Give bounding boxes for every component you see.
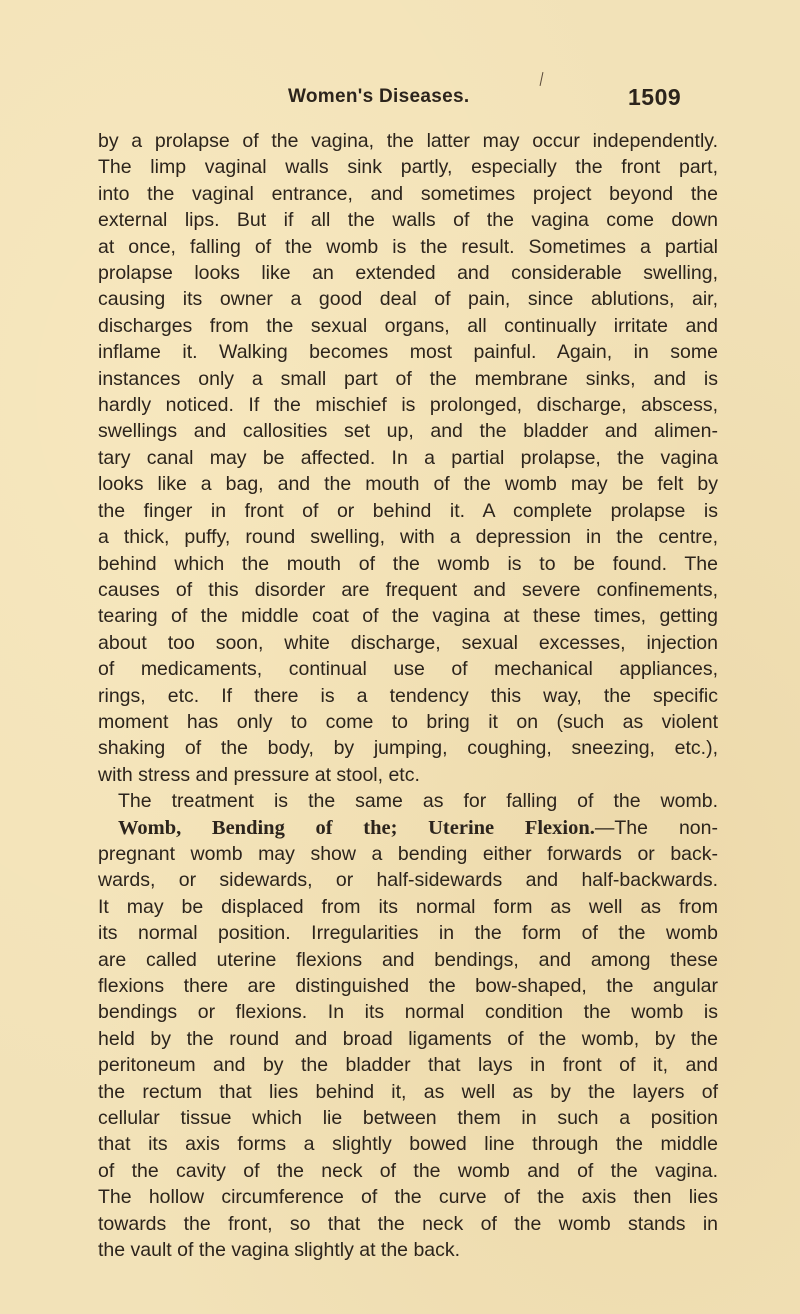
text-line: a thick, puffy, round swelling, with a depression in the centre, bbox=[98, 526, 718, 549]
text-line: rings, etc. If there is a tendency this way, the specific bbox=[98, 684, 718, 707]
body-text bbox=[98, 128, 718, 1263]
text-line: the rectum that lies behind it, as well as by the layers of bbox=[98, 1080, 718, 1103]
text-line: with stress and pressure at stool, etc. bbox=[98, 763, 420, 786]
running-head bbox=[0, 82, 800, 116]
text-line: the finger in front of or behind it. A complete prolapse is bbox=[98, 499, 718, 522]
text-line: tary canal may be affected. In a partial prolapse, the vagina bbox=[98, 446, 718, 469]
text-line: The treatment is the same as for falling of the womb. bbox=[118, 790, 718, 813]
text-line: looks like a bag, and the mouth of the womb may be felt by bbox=[98, 473, 718, 496]
text-line: are called uterine flexions and bendings, and among these bbox=[98, 948, 718, 971]
text-line: peritoneum and by the bladder that lays in front of it, and bbox=[98, 1054, 718, 1077]
text-line: towards the front, so that the neck of the womb stands in bbox=[98, 1212, 718, 1235]
text-line: moment has only to come to bring it on (such as violent bbox=[98, 710, 718, 733]
text-line: that its axis forms a slightly bowed line through the middle bbox=[98, 1133, 718, 1156]
text-line: wards, or sidewards, or half-sidewards and half-backwards. bbox=[98, 869, 718, 892]
text-line: bendings or flexions. In its normal condition the womb is bbox=[98, 1001, 718, 1024]
text-line: discharges from the sexual organs, all continually irritate and bbox=[98, 314, 718, 337]
text-line: instances only a small part of the membrane sinks, and is bbox=[98, 367, 718, 390]
text-line: shaking of the body, by jumping, coughing, sneezing, etc.), bbox=[98, 737, 718, 760]
text-line: about too soon, white discharge, sexual excesses, injection bbox=[98, 631, 718, 654]
text-line: tearing of the middle coat of the vagina at these times, getting bbox=[98, 605, 718, 628]
text-line: the vault of the vagina slightly at the back. bbox=[98, 1239, 461, 1262]
text-line: It may be displaced from its normal form as well as from bbox=[98, 895, 718, 918]
text-line: The hollow circumference of the curve of the axis then lies bbox=[98, 1186, 718, 1209]
section-heading: Womb, Bending of the; Uterine Flexion. bbox=[118, 816, 595, 839]
text-line: into the vaginal entrance, and sometimes project beyond the bbox=[98, 182, 718, 205]
text-line: of medicaments, continual use of mechanical appliances, bbox=[98, 658, 718, 681]
section-heading-tail: —The non- bbox=[594, 816, 718, 839]
text-line: pregnant womb may show a bending either forwards or back- bbox=[98, 842, 718, 865]
text-line: cellular tissue which lie between them in such a position bbox=[98, 1107, 718, 1130]
text-line: flexions there are distinguished the bow-shaped, the angular bbox=[98, 975, 718, 997]
text-line: external lips. But if all the walls of the vagina come down bbox=[98, 209, 718, 232]
text-line: prolapse looks like an extended and considerable swelling, bbox=[98, 262, 718, 285]
text-line: The limp vaginal walls sink partly, especially the front part, bbox=[98, 156, 718, 179]
text-line: inflame it. Walking becomes most painful. Again, in some bbox=[98, 341, 718, 364]
text-line: held by the round and broad ligaments of the womb, by the bbox=[98, 1027, 718, 1050]
text-line: its normal position. Irregularities in the form of the womb bbox=[98, 922, 718, 945]
text-line: hardly noticed. If the mischief is prolonged, discharge, abscess, bbox=[98, 394, 718, 417]
running-title: Women's Diseases. bbox=[288, 86, 470, 107]
section-heading-line bbox=[98, 815, 718, 841]
text-line: swellings and callosities set up, and the bladder and alimen- bbox=[98, 420, 718, 443]
text-line: causes of this disorder are frequent and severe confinements, bbox=[98, 578, 718, 601]
text-line: by a prolapse of the vagina, the latter may occur independently. bbox=[98, 130, 718, 152]
text-line: causing its owner a good deal of pain, since ablutions, air, bbox=[98, 288, 718, 311]
tick-mark bbox=[540, 72, 544, 86]
page-number: 1509 bbox=[628, 84, 682, 110]
text-line: behind which the mouth of the womb is to be found. The bbox=[98, 552, 718, 575]
text-line: at once, falling of the womb is the result. Sometimes a partial bbox=[98, 235, 718, 258]
text-line: of the cavity of the neck of the womb and of the vagina. bbox=[98, 1159, 718, 1182]
